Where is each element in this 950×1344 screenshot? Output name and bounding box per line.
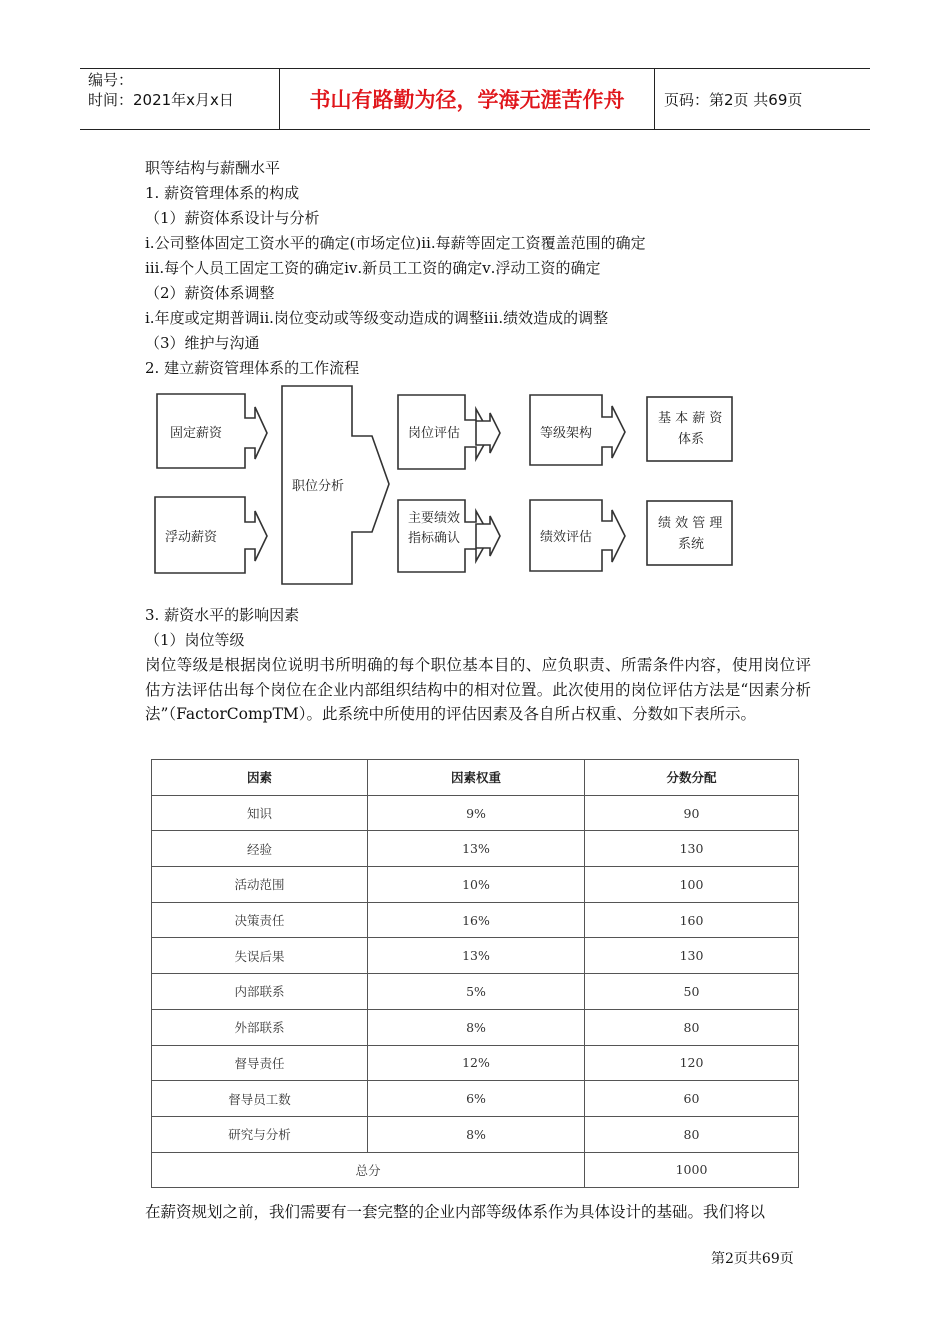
score-cell: 90 <box>585 795 799 831</box>
table-total-row <box>152 1152 799 1188</box>
page-header <box>80 68 870 130</box>
weight-cell: 12% <box>368 1045 585 1081</box>
subheading-1-2: （2）薪资体系调整 <box>145 284 275 302</box>
table-row <box>152 831 799 867</box>
perf-mgmt-box <box>647 501 732 565</box>
weight-cell: 9% <box>368 795 585 831</box>
weight-cell: 8% <box>368 1116 585 1152</box>
job-evaluation-label: 岗位评估 <box>408 426 461 441</box>
text-line: ⅰ.公司整体固定工资水平的确定(市场定位)ⅱ.每薪等固定工资覆盖范围的确定 <box>145 234 646 252</box>
score-cell: 130 <box>585 938 799 974</box>
weight-cell: 13% <box>368 831 585 867</box>
table-row <box>152 795 799 831</box>
column-header: 因素权重 <box>368 760 585 796</box>
factor-cell: 内部联系 <box>152 974 368 1010</box>
fixed-salary-label: 固定薪资 <box>170 426 223 441</box>
grade-structure-label: 等级架构 <box>540 426 593 441</box>
heading-2: 2. 建立薪资管理体系的工作流程 <box>145 359 360 377</box>
paragraph-job-grade: 岗位等级是根据岗位说明书所明确的每个职位基本目的、应负职责、所需条件内容，使用岗位评估方法评估出每个岗位在企业内部组织结构中的相对位置。此次使用的岗位评估方法是“因素分析法”（FactorCompTM）。此系统中所使用的评估因素及各自所占权重、分数如下表所示。 <box>145 656 811 723</box>
performance-eval-label: 绩效评估 <box>540 530 593 545</box>
subheading-1-3: （3）维护与沟通 <box>145 334 260 352</box>
score-cell: 80 <box>585 1009 799 1045</box>
score-cell: 120 <box>585 1045 799 1081</box>
text-line: ⅲ.每个人员工固定工资的确定ⅳ.新员工工资的确定ⅴ.浮动工资的确定 <box>145 259 601 277</box>
factor-cell: 外部联系 <box>152 1009 368 1045</box>
time-label: 时间：2021年x月x日 <box>88 91 234 109</box>
text-line: ⅰ.年度或定期普调ⅱ.岗位变动或等级变动造成的调整ⅲ.绩效造成的调整 <box>145 309 609 327</box>
table-row <box>152 1045 799 1081</box>
table-row <box>152 1081 799 1117</box>
table-row <box>152 1116 799 1152</box>
table-row <box>152 938 799 974</box>
factor-cell: 经验 <box>152 831 368 867</box>
basic-salary-box <box>647 397 732 461</box>
factor-cell: 研究与分析 <box>152 1116 368 1152</box>
table-row <box>152 867 799 903</box>
score-cell: 60 <box>585 1081 799 1117</box>
weight-cell: 16% <box>368 902 585 938</box>
factor-cell: 知识 <box>152 795 368 831</box>
table-row <box>152 902 799 938</box>
subheading-1-1: （1）薪资体系设计与分析 <box>145 209 320 227</box>
table-row <box>152 1009 799 1045</box>
column-header: 因素 <box>152 760 368 796</box>
paragraph-grade-system: 在薪资规划之前，我们需要有一套完整的企业内部等级体系作为具体设计的基础。我们将以 <box>145 1203 766 1221</box>
weight-cell: 5% <box>368 974 585 1010</box>
factor-cell: 督导员工数 <box>152 1081 368 1117</box>
header-motto: 书山有路勤为径，学海无涯苦作舟 <box>280 69 655 129</box>
total-label: 总分 <box>152 1152 585 1188</box>
factor-weight-table <box>151 759 799 1188</box>
subheading-3-1: （1）岗位等级 <box>145 631 245 649</box>
factor-cell: 督导责任 <box>152 1045 368 1081</box>
score-cell: 50 <box>585 974 799 1010</box>
factor-cell: 活动范围 <box>152 867 368 903</box>
score-cell: 100 <box>585 867 799 903</box>
total-value: 1000 <box>585 1152 799 1188</box>
header-meta <box>80 69 280 129</box>
score-cell: 130 <box>585 831 799 867</box>
score-cell: 80 <box>585 1116 799 1152</box>
floating-salary-label: 浮动薪资 <box>165 530 218 545</box>
column-header: 分数分配 <box>585 760 799 796</box>
job-analysis-label: 职位分析 <box>292 479 345 494</box>
table-row <box>152 974 799 1010</box>
weight-cell: 13% <box>368 938 585 974</box>
heading-1: 1. 薪资管理体系的构成 <box>145 184 300 202</box>
table-header-row <box>152 760 799 796</box>
basic-salary-label-2: 体系 <box>678 432 705 447</box>
weight-cell: 10% <box>368 867 585 903</box>
weight-cell: 8% <box>368 1009 585 1045</box>
factor-cell: 决策责任 <box>152 902 368 938</box>
basic-salary-label-1: 基 本 薪 资 <box>658 411 723 426</box>
number-label: 编号： <box>88 71 134 89</box>
heading-3: 3. 薪资水平的影响因素 <box>145 606 300 624</box>
factor-cell: 失误后果 <box>152 938 368 974</box>
weight-cell: 6% <box>368 1081 585 1117</box>
score-cell: 160 <box>585 902 799 938</box>
salary-workflow-diagram <box>150 384 740 590</box>
kpi-confirm-label-1: 主要绩效 <box>408 511 461 526</box>
header-page-info: 页码：第2页 共69页 <box>664 90 803 109</box>
page-footer: 第2页共69页 <box>711 1251 794 1267</box>
section-title: 职等结构与薪酬水平 <box>145 159 281 177</box>
perf-mgmt-label-1: 绩 效 管 理 <box>658 516 723 531</box>
kpi-confirm-label-2: 指标确认 <box>408 531 461 546</box>
perf-mgmt-label-2: 系统 <box>678 537 705 552</box>
